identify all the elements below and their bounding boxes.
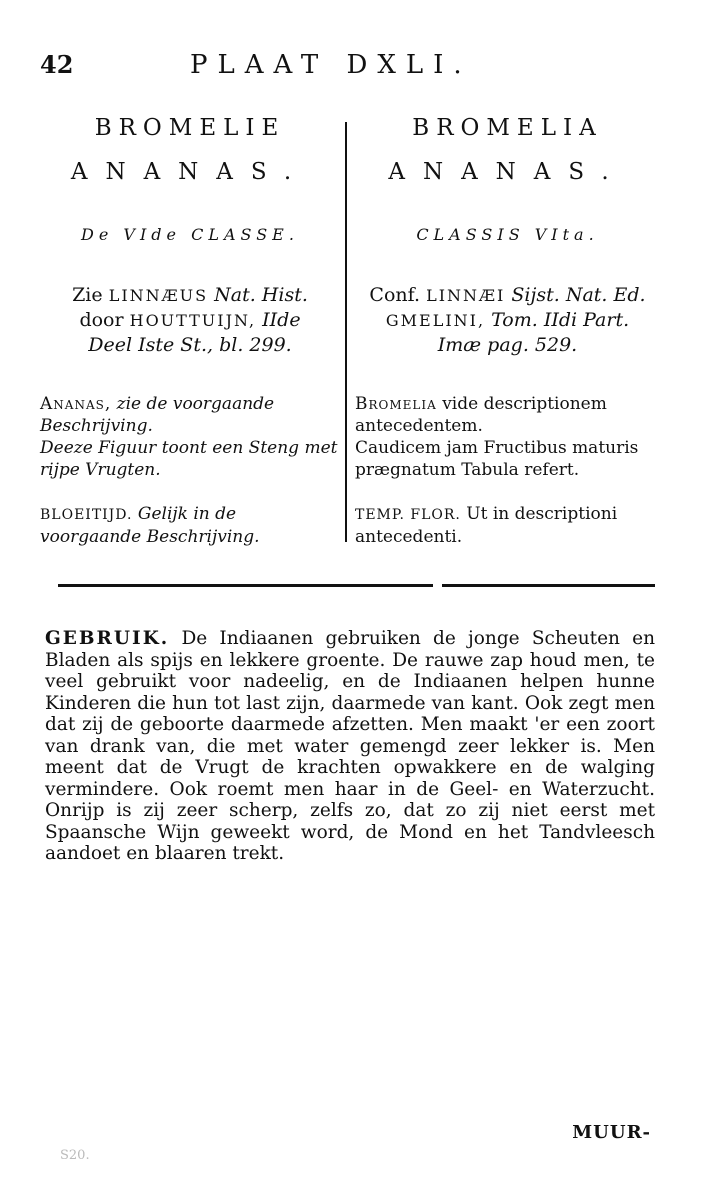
description-dutch bbox=[40, 393, 340, 481]
separator-rule-right bbox=[442, 584, 655, 587]
desc-lead: Bromelia bbox=[355, 394, 437, 414]
ref-part: IIde bbox=[262, 309, 301, 331]
desc-figure: Deeze Figuur toont een Steng met rijpe Vrugten. bbox=[40, 438, 338, 480]
catchword: MUUR- bbox=[572, 1122, 651, 1143]
species-dutch: ANANAS. bbox=[70, 159, 310, 185]
ref-work: Nat. Hist. bbox=[214, 284, 308, 306]
usage-paragraph bbox=[45, 628, 655, 865]
ref-author: LINNÆUS bbox=[108, 286, 209, 305]
page-number: 42 bbox=[40, 50, 74, 79]
usage-lead: GEBRUIK. bbox=[45, 628, 170, 649]
page-header bbox=[40, 50, 660, 90]
bleed-through-text: S20. bbox=[60, 1148, 90, 1163]
column-divider bbox=[345, 122, 347, 542]
ref-word: Zie bbox=[72, 284, 103, 306]
usage-text: De Indiaanen gebruiken de jonge Scheuten en Bladen als spijs en lekkere groente. De rauwe zap houd men, te veel gebruikt voor nadeelig, en de Indiaanen helpen hunne Kinderen die hun tot last zijn, daarmede van kant. Ook zegt men dat zij de geboorte daarmede afzetten. Men maakt 'er een zoort van drank van, die met water gemengd zeer lekker is. Men meent dat de Vrugt de krachten opwakkere en de walging vermindere. Ook roemt men haar in de Geel- en Waterzucht. Onrijp is zij zeer scherp, zelfs zo, dat zo zij niet eerst met Spaansche Wijn geweekt word, de Mond en het Tandvleesch aandoet en blaaren trekt. bbox=[45, 628, 656, 864]
ref-work: Sijst. Nat. Ed. bbox=[511, 284, 646, 306]
separator-rule-left bbox=[58, 584, 433, 587]
description-latin bbox=[355, 393, 660, 481]
flowering-dutch bbox=[40, 503, 340, 548]
reference-latin bbox=[355, 283, 660, 357]
dutch-column bbox=[40, 115, 340, 548]
flor-text: Gelijk in de voorgaande Beschrijving. bbox=[40, 504, 260, 547]
desc-lead: Ananas, bbox=[40, 394, 112, 414]
ref-word: Conf. bbox=[369, 284, 421, 306]
ref-translator: HOUTTUIJN, bbox=[129, 311, 257, 330]
genus-latin: BROMELIA bbox=[412, 115, 603, 141]
flowering-latin bbox=[355, 503, 660, 548]
reference-dutch bbox=[40, 283, 340, 357]
flor-text: Ut in descriptioni antecedenti. bbox=[355, 504, 618, 547]
flor-label: TEMP. FLOR. bbox=[355, 507, 461, 523]
latin-column bbox=[355, 115, 660, 548]
genus-dutch: BROMELIE bbox=[94, 115, 286, 141]
flor-label: BLOEITIJD. bbox=[40, 507, 133, 523]
ref-editor: GMELINI, bbox=[385, 311, 486, 330]
plate-title: PLAAT DXLI. bbox=[190, 50, 472, 80]
ref-word: door bbox=[79, 309, 124, 331]
desc-text: vide descriptionem antecedentem. bbox=[355, 394, 607, 436]
species-latin: ANANAS. bbox=[388, 159, 627, 185]
class-dutch: De VIde CLASSE. bbox=[81, 225, 299, 244]
class-latin: CLASSIS VIta. bbox=[416, 225, 599, 244]
ref-part: Tom. IIdi Part. bbox=[491, 309, 630, 331]
ref-author: LINNÆI bbox=[426, 286, 506, 305]
desc-text: zie de voorgaande Beschrijving. bbox=[40, 394, 275, 436]
ref-page: Imæ pag. 529. bbox=[437, 334, 578, 356]
ref-volume: Deel Iste St., bl. 299. bbox=[88, 334, 292, 356]
desc-figure: Caudicem jam Fructibus maturis prægnatum Tabula refert. bbox=[355, 438, 639, 480]
